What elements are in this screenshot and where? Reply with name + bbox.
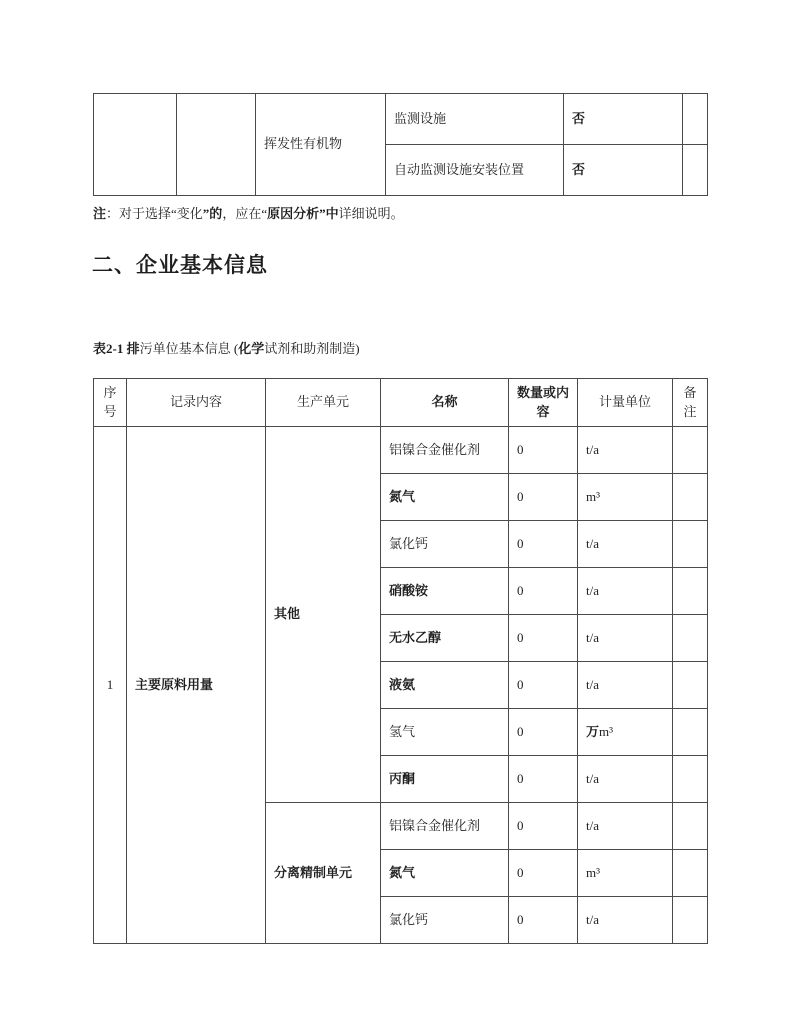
header-record-content: 记录内容 xyxy=(127,379,266,427)
text-segment: 万 xyxy=(586,723,600,739)
serial-cell: 1 xyxy=(94,427,127,944)
text-segment: 表2-1 排 xyxy=(93,341,140,356)
text-segment: 化学 xyxy=(238,341,265,356)
monitoring-label-cell: 监测设施 xyxy=(386,94,564,145)
table-note xyxy=(93,204,404,224)
header-quantity: 数量或内容 xyxy=(509,379,578,427)
unit-cell: 万m³ xyxy=(578,709,673,756)
header-remark-label: 备注 xyxy=(683,384,697,419)
pollutant-cell: 挥发性有机物 xyxy=(256,94,386,196)
table-caption xyxy=(93,339,360,359)
unit-cell: t/a xyxy=(578,803,673,850)
material-name-cell: 硝酸铵 xyxy=(381,568,509,615)
material-name-cell: 氮气 xyxy=(381,474,509,521)
remark-cell xyxy=(673,803,708,850)
material-name-cell: 氮气 xyxy=(381,850,509,897)
header-remark xyxy=(673,379,708,427)
remark-cell xyxy=(673,897,708,944)
remark-cell xyxy=(683,94,708,145)
remark-cell xyxy=(673,568,708,615)
quantity-cell: 0 xyxy=(509,850,578,897)
remark-cell xyxy=(673,615,708,662)
table-row xyxy=(94,427,708,474)
text-segment: 原因分析”中 xyxy=(267,206,339,221)
text-segment: 污单位基本信息 ( xyxy=(139,341,239,356)
monitoring-value-cell: 否 xyxy=(564,94,683,145)
text-segment: 试剂和助剂制造) xyxy=(264,341,360,356)
monitoring-value-cell: 否 xyxy=(564,145,683,196)
quantity-cell: 0 xyxy=(509,521,578,568)
quantity-cell: 0 xyxy=(509,709,578,756)
production-unit-cell: 其他 xyxy=(266,427,381,803)
monitoring-label-cell: 自动监测设施安装位置 xyxy=(386,145,564,196)
unit-cell: t/a xyxy=(578,568,673,615)
header-serial xyxy=(94,379,127,427)
production-unit-cell: 分离精制单元 xyxy=(266,803,381,944)
remark-cell xyxy=(673,521,708,568)
unit-cell: m³ xyxy=(578,474,673,521)
unit-cell: t/a xyxy=(578,897,673,944)
record-content-cell: 主要原料用量 xyxy=(127,427,266,944)
material-name-cell: 液氨 xyxy=(381,662,509,709)
header-row xyxy=(94,379,708,427)
table-row xyxy=(94,94,708,145)
quantity-cell: 0 xyxy=(509,662,578,709)
header-serial-label: 序号 xyxy=(103,384,117,419)
text-segment: ”的 xyxy=(202,206,223,221)
material-name-cell: 氯化钙 xyxy=(381,897,509,944)
material-name-cell: 铝镍合金催化剂 xyxy=(381,427,509,474)
remark-cell xyxy=(673,474,708,521)
text-segment: 注 xyxy=(93,206,107,221)
remark-cell xyxy=(683,145,708,196)
remark-cell xyxy=(673,850,708,897)
remark-cell xyxy=(673,756,708,803)
unit-cell: t/a xyxy=(578,521,673,568)
empty-cell xyxy=(94,94,177,196)
material-name-cell: 无水乙醇 xyxy=(381,615,509,662)
monitoring-table-fragment xyxy=(93,93,708,196)
quantity-cell: 0 xyxy=(509,756,578,803)
unit-cell: t/a xyxy=(578,756,673,803)
quantity-cell: 0 xyxy=(509,897,578,944)
basic-info-table xyxy=(93,378,708,944)
unit-cell: t/a xyxy=(578,662,673,709)
unit-cell: m³ xyxy=(578,850,673,897)
main-table-body xyxy=(94,427,708,944)
unit-cell: t/a xyxy=(578,615,673,662)
quantity-cell: 0 xyxy=(509,615,578,662)
unit-cell: t/a xyxy=(578,427,673,474)
remark-cell xyxy=(673,427,708,474)
section-heading: 二、企业基本信息 xyxy=(92,254,268,277)
quantity-cell: 0 xyxy=(509,474,578,521)
header-name: 名称 xyxy=(381,379,509,427)
material-name-cell: 氯化钙 xyxy=(381,521,509,568)
material-name-cell: 氢气 xyxy=(381,709,509,756)
text-segment: ，应在“ xyxy=(222,206,268,221)
material-name-cell: 丙酮 xyxy=(381,756,509,803)
text-segment: 详细说明。 xyxy=(338,206,404,221)
quantity-cell: 0 xyxy=(509,427,578,474)
remark-cell xyxy=(673,662,708,709)
quantity-cell: 0 xyxy=(509,568,578,615)
empty-cell xyxy=(177,94,256,196)
text-segment: ：对于选择“变化 xyxy=(106,206,203,221)
quantity-cell: 0 xyxy=(509,803,578,850)
remark-cell xyxy=(673,709,708,756)
material-name-cell: 铝镍合金催化剂 xyxy=(381,803,509,850)
header-unit: 计量单位 xyxy=(578,379,673,427)
header-production-unit: 生产单元 xyxy=(266,379,381,427)
